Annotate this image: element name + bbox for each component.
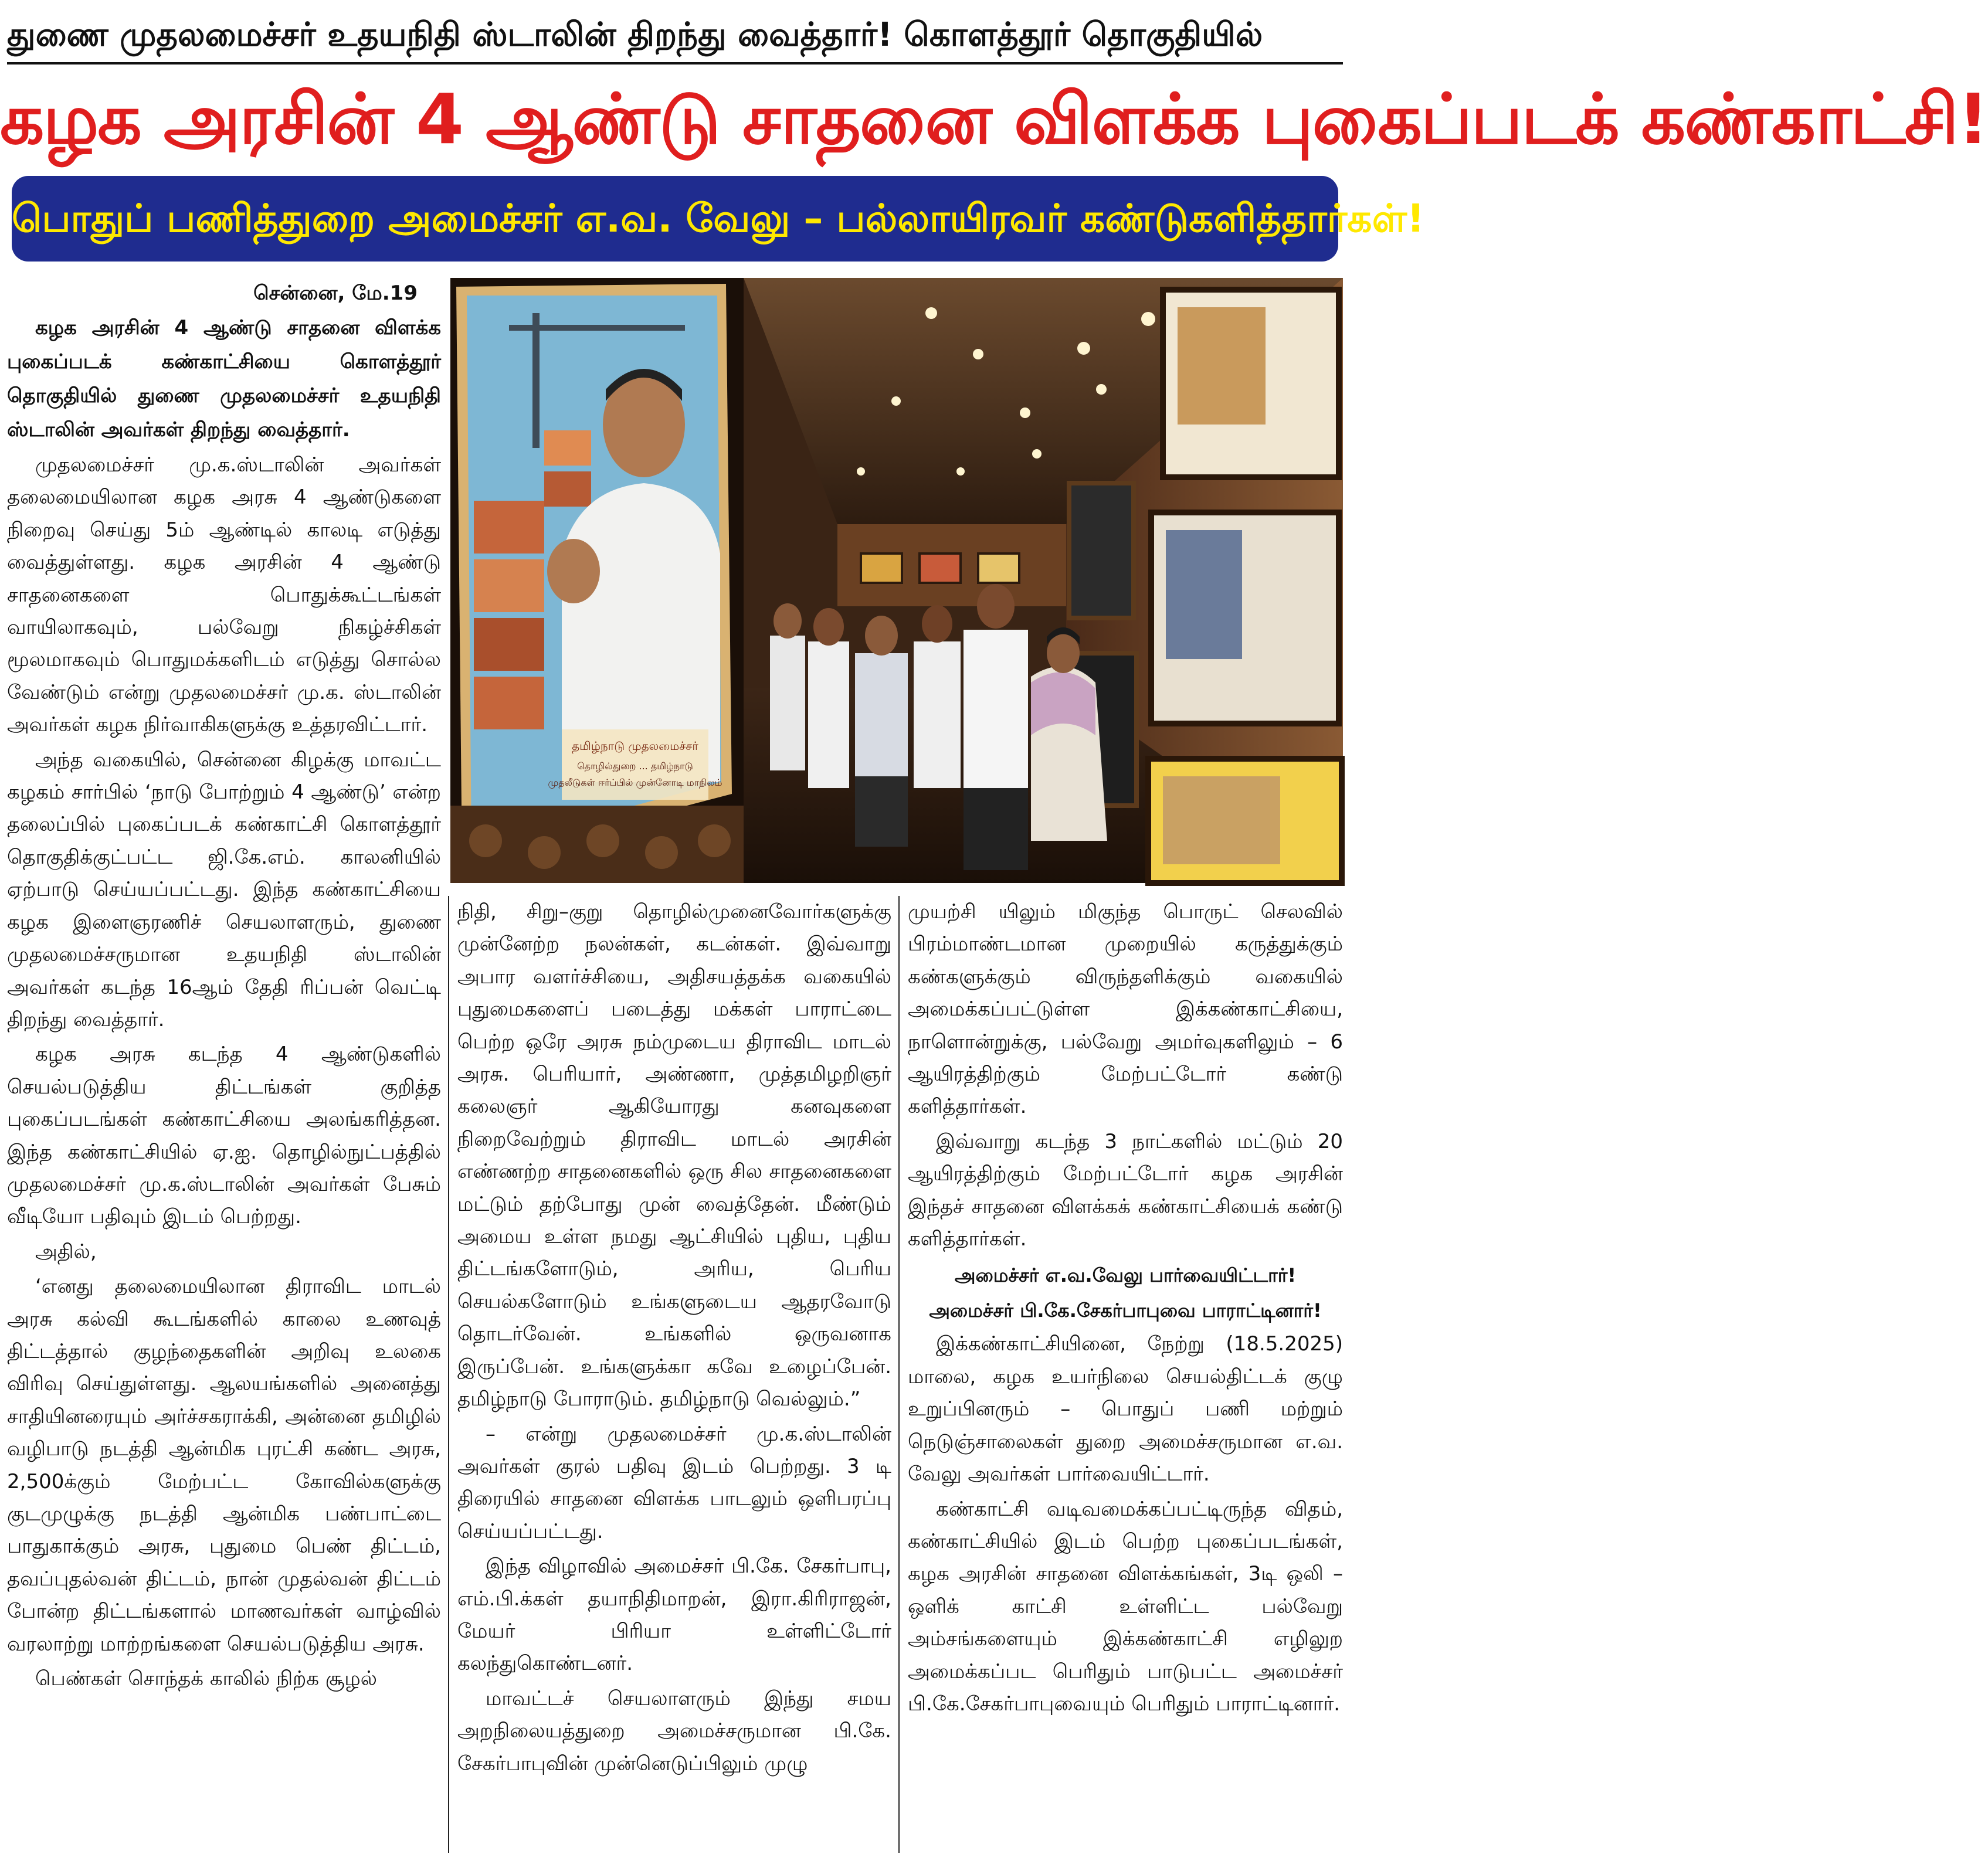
dateline: சென்னை, மே.19 xyxy=(253,281,418,305)
article-column-1 xyxy=(7,276,441,1853)
kicker-headline: துணை முதலமைச்சர் உதயநிதி ஸ்டாலின் திறந்து வைத்தார்! கொளத்தூர் தொகுதியில் xyxy=(7,8,1343,64)
paragraph: பெண்கள் சொந்தக் காலில் நிற்க சூழல் xyxy=(35,1667,377,1691)
poster-caption-1: தமிழ்நாடு முதலமைச்சர் xyxy=(572,739,698,753)
paragraph: முயற்சி யிலும் மிகுந்த பொருட் செலவில் பிரம்மாண்டமான முறையில் கருத்துக்கும் கண்களுக்கும் விருந்தளிக்கும் வகையில் அமைக்கப்பட்டுள்ள இக்கண்காட்சியை, நாளொன்றுக்கு, பல்வேறு அமர்வுகளிலும் – 6 ஆயிரத்திற்கும் மேற்பட்டோர் கண்டு களித்தார்கள். xyxy=(908,900,1343,1119)
paragraph: கழக அரசு கடந்த 4 ஆண்டுகளில் செயல்படுத்திய திட்டங்கள் குறித்த புகைப்படங்கள் கண்காட்சியை அலங்கரித்தன. இந்த கண்காட்சியில் ஏ.ஐ. தொழில்நுட்பத்தில் முதலமைச்சர் மு.க.ஸ்டாலின் அவர்கள் பேசும் வீடியோ பதிவும் இடம் பெற்றது. xyxy=(7,1043,441,1229)
paragraph: ‘எனது தலைமையிலான திராவிட மாடல் அரசு கல்வி கூடங்களில் காலை உணவுத் திட்டத்தால் குழந்தைகளின் அறிவு உலகை விரிவு செய்துள்ளது. ஆலயங்களில் அனைத்து சாதியினரையும் அர்ச்சகராக்கி, அன்னை தமிழில் வழிபாடு நடத்தி ஆன்மிக புரட்சி கண்ட அரசு, 2,500க்கும் மேற்பட்ட கோவில்களுக்கு குடமுழுக்கு நடத்தி ஆன்மிக பண்பாட்டை பாதுகாக்கும் அரசு, புதுமை பெண் திட்டம், தவப்புதல்வன் திட்டம், நான் முதல்வன் திட்டம் போன்ற திட்டங்களால் மாணவர்கள் வாழ்வில் வரலாற்று மாற்றங்களை செயல்படுத்திய அரசு. xyxy=(7,1275,441,1656)
article-column-2 xyxy=(457,896,891,1853)
lead-paragraph: கழக அரசின் 4 ஆண்டு சாதனை விளக்க புகைப்படக் கண்காட்சியை கொளத்தூர் தொகுதியில் துணை முதலமைச்சர் உதயநிதி ஸ்டாலின் அவர்கள் திறந்து வைத்தார். xyxy=(7,316,441,442)
sub-headline-banner xyxy=(12,176,1425,262)
paragraph: இந்த விழாவில் அமைச்சர் பி.கே. சேகர்பாபு, எம்.பி.க்கள் தயாநிதிமாறன், இரா.கிரிராஜன், மேயர் பிரியா உள்ளிட்டோர் கலந்துகொண்டனர். xyxy=(457,1554,891,1676)
poster-caption-3: முதலீடுகள் ஈர்ப்பில் முன்னோடி மாநிலம் xyxy=(548,777,722,788)
paragraph: நிதி, சிறு–குறு தொழில்முனைவோர்களுக்கு முன்னேற்ற நலன்கள், கடன்கள். இவ்வாறு அபார வளர்ச்சியை, அதிசயத்தக்க வகையில் புதுமைகளைப் படைத்து மக்கள் பாராட்டை பெற்ற ஒரே அரசு நம்முடைய திராவிட மாடல் அரசு. பெரியார், அண்ணா, முத்தமிழறிஞர் கலைஞர் ஆகியோரது கனவுகளை நிறைவேற்றும் திராவிட மாடல் அரசின் எண்ணற்ற சாதனைகளில் ஒரு சில சாதனைகளை மட்டும் தற்போது முன் வைத்தேன். மீண்டும் அமைய உள்ள நமது ஆட்சியில் புதிய, புதிய திட்டங்களோடும், அரிய, பெரிய செயல்களோடும் உங்களுடைய ஆதரவோடு தொடர்வேன். உங்களில் ஒருவனாக இருப்பேன். உங்களுக்கா கவே உழைப்பேன். தமிழ்நாடு போராடும். தமிழ்நாடு வெல்லும்.” xyxy=(457,900,891,1411)
paragraph: கண்காட்சி வடிவமைக்கப்பட்டிருந்த விதம், கண்காட்சியில் இடம் பெற்ற புகைப்படங்கள், கழக அரசின் சாதனை விளக்கங்கள், 3டி ஒலி – ஒளிக் காட்சி உள்ளிட்ட பல்வேறு அம்சங்களையும் இக்கண்காட்சி எழிலுற அமைக்கப்பட பெரிதும் பாடுபட்ட அமைச்சர் பி.கே.சேகர்பாபுவையும் பெரிதும் பாராட்டினார். xyxy=(908,1497,1343,1716)
paragraph: அந்த வகையில், சென்னை கிழக்கு மாவட்ட கழகம் சார்பில் ‘நாடு போற்றும் 4 ஆண்டு’ என்ற தலைப்பில் புகைப்படக் கண்காட்சி கொளத்தூர் தொகுதிக்குட்பட்ட ஜி.கே.எம். காலனியில் ஏற்பாடு செய்யப்பட்டது. இந்த கண்காட்சியை கழக இளைஞரணிச் செயலாளரும், துணை முதலமைச்சருமான உதயநிதி ஸ்டாலின் அவர்கள் கடந்த 16ஆம் தேதி ரிப்பன் வெட்டி திறந்து வைத்தார். xyxy=(7,748,441,1031)
paragraph: முதலமைச்சர் மு.க.ஸ்டாலின் அவர்கள் தலைமையிலான கழக அரசு 4 ஆண்டுகளை நிறைவு செய்து 5ம் ஆண்டில் காலடி எடுத்து வைத்துள்ளது. கழக அரசின் 4 ஆண்டு சாதனைகளை பொதுக்கூட்டங்கள் வாயிலாகவும், பல்வேறு நிகழ்ச்சிகள் மூலமாகவும் பொதுமக்களிடம் எடுத்து சொல்ல வேண்டும் என்று முதலமைச்சர் மு.க. ஸ்டாலின் அவர்கள் கழக நிர்வாகிகளுக்கு உத்தரவிட்டார். xyxy=(7,453,441,737)
paragraph: அதில், xyxy=(35,1240,97,1264)
column-rule xyxy=(448,896,449,1853)
poster-caption-2: தொழில்துறை ... தமிழ்நாடு xyxy=(577,760,693,772)
sub-headline: பொதுப் பணித்துறை அமைச்சர் எ.வ. வேலு – பல்லாயிரவர் கண்டுகளித்தார்கள்! xyxy=(12,196,1425,241)
main-headline: கழக அரசின் 4 ஆண்டு சாதனை விளக்க புகைப்படக் கண்காட்சி! xyxy=(0,79,1988,159)
subhead-velu: அமைச்சர் எ.வ.வேலு பார்வையிட்டார்! xyxy=(954,1264,1297,1287)
paragraph: இவ்வாறு கடந்த 3 நாட்களில் மட்டும் 20 ஆயிரத்திற்கும் மேற்பட்டோர் கழக அரசின் இந்தச் சாதனை விளக்கக் கண்காட்சியைக் கண்டு களித்தார்கள். xyxy=(908,1129,1343,1251)
column-rule xyxy=(898,896,900,1853)
exhibition-photo xyxy=(450,278,1343,883)
subhead-sekarbabu: அமைச்சர் பி.கே.சேகர்பாபுவை பாராட்டினார்! xyxy=(929,1299,1322,1322)
photo-illustration xyxy=(450,278,1343,883)
paragraph: மாவட்டச் செயலாளரும் இந்து சமய அறநிலையத்துறை அமைச்சருமான பி.கே. சேகர்பாபுவின் முன்னெடுப்பிலும் முழு xyxy=(457,1686,891,1775)
paragraph: இக்கண்காட்சியினை, நேற்று (18.5.2025) மாலை, கழக உயர்நிலை செயல்திட்டக் குழு உறுப்பினரும் – பொதுப் பணி மற்றும் நெடுஞ்சாலைகள் துறை அமைச்சருமான எ.வ. வேலு அவர்கள் பார்வையிட்டார். xyxy=(908,1332,1343,1486)
paragraph: – என்று முதலமைச்சர் மு.க.ஸ்டாலின் அவர்கள் குரல் பதிவு இடம் பெற்றது. 3 டி திரையில் சாதனை விளக்க பாடலும் ஒளிபரப்பு செய்யப்பட்டது. xyxy=(457,1422,891,1543)
article-column-3 xyxy=(908,896,1343,1853)
